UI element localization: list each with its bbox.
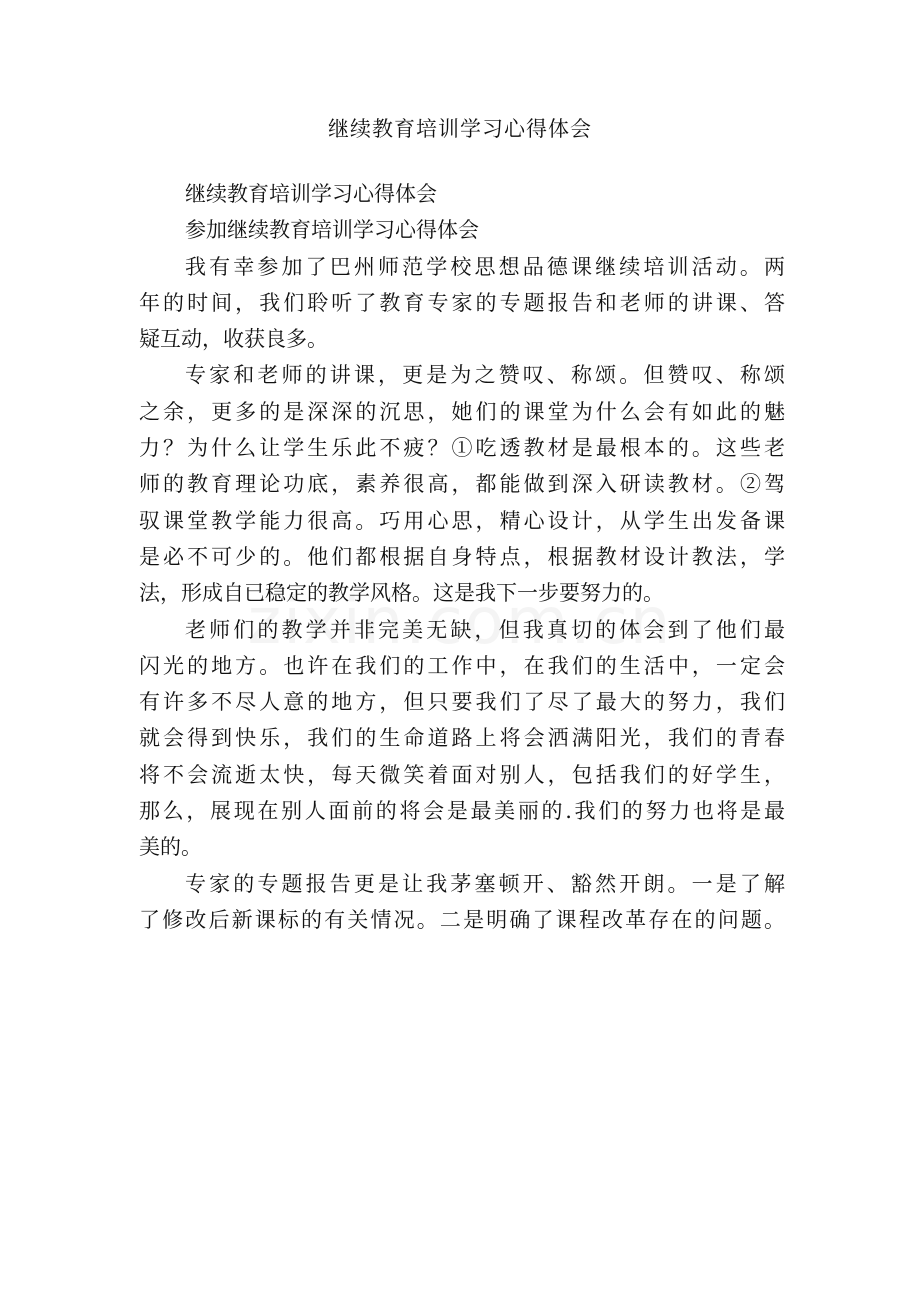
document-title: 继续教育培训学习心得体会 [328,117,592,141]
body-line: 有许多不尽人意的地方，但只要我们了尽了最大的努力，我们 [139,690,785,715]
body-line: 参加继续教育培训学习心得体会 [185,218,479,243]
body-line: 驭课堂教学能力很高。巧用心思，精心设计，从学生出发备课 [139,508,785,533]
body-line: 继续教育培训学习心得体会 [185,182,437,206]
body-line: 将不会流逝太快，每天微笑着面对别人，包括我们的好学生， [139,762,785,787]
body-line: 力？为什么让学生乐此不疲？①吃透教材是最根本的。这些老 [139,436,785,461]
body-line: 老师们的教学并非完美无缺，但我真切的体会到了他们最 [185,617,785,642]
body-line: 了修改后新课标的有关情况。二是明确了课程改革存在的问题。 [139,907,785,932]
body-line: 法，形成自已稳定的教学风格。这是我下一步要努力的。 [139,581,664,606]
body-line: 专家的专题报告更是让我茅塞顿开、豁然开朗。一是了解 [185,871,785,896]
body-line: 之余，更多的是深深的沉思，她们的课堂为什么会有如此的魅 [139,399,785,424]
body-line: 是必不可少的。他们都根据自身特点，根据教材设计教法，学 [139,544,785,569]
body-line: 师的教育理论功底，素养很高，都能做到深入研读教材。②驾 [139,472,785,497]
body-line: 闪光的地方。也许在我们的工作中，在我们的生活中，一定会 [139,653,785,678]
body-line: 年的时间，我们聆听了教育专家的专题报告和老师的讲课、答 [139,290,785,315]
body-line: 专家和老师的讲课，更是为之赞叹、称颂。但赞叹、称颂 [185,363,785,388]
body-line: 那么，展现在别人面前的将会是最美丽的.我们的努力也将是最 [139,799,785,824]
body-line: 我有幸参加了巴州师范学校思想品德课继续培训活动。两 [185,254,785,279]
body-line: 美的。 [139,835,202,860]
body-line: 就会得到快乐，我们的生命道路上将会洒满阳光，我们的青春 [139,726,785,751]
body-line: 疑互动，收获良多。 [139,327,328,352]
document-body [139,176,785,938]
